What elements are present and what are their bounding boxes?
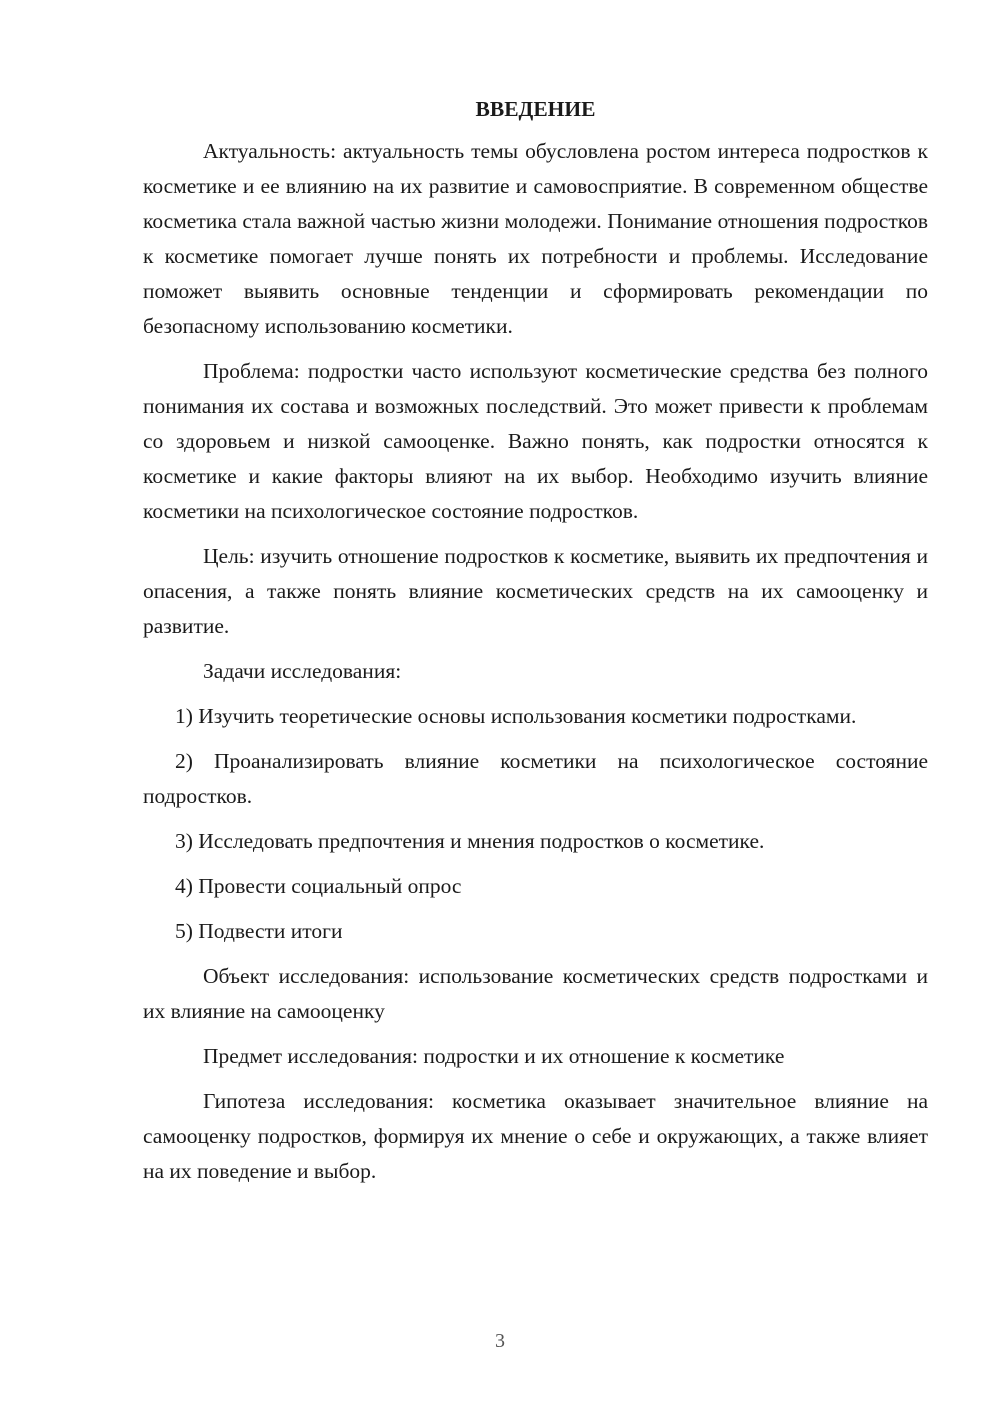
task-item: 1) Изучить теоретические основы использования косметики подростками. bbox=[175, 704, 857, 728]
page-number: 3 bbox=[495, 1330, 505, 1352]
relevance-paragraph: Актуальность: актуальность темы обусловлена ростом интереса подростков к косметике и ее влиянию на их развитие и самовосприятие. В современном обществе косметика стала важной частью жизни молодежи. Понимание отношения подростков к косметике помогает лучше понять их потребности и проблемы. Исследование поможет выявить основные тенденции и сформировать рекомендации по безопасному использованию косметики. bbox=[143, 139, 928, 338]
hypothesis-paragraph: Гипотеза исследования: косметика оказывает значительное влияние на самооценку подростков, формируя их мнение о себе и окружающих, а также влияет на их поведение и выбор. bbox=[143, 1089, 928, 1183]
research-subject-paragraph: Предмет исследования: подростки и их отношение к косметике bbox=[203, 1044, 785, 1068]
goal-paragraph: Цель: изучить отношение подростков к косметике, выявить их предпочтения и опасения, а также понять влияние косметических средств на их самооценку и развитие. bbox=[143, 544, 928, 638]
problem-paragraph: Проблема: подростки часто используют косметические средства без полного понимания их состава и возможных последствий. Это может привести к проблемам со здоровьем и низкой самооценке. Важно понять, как подростки относятся к косметике и какие факторы влияют на их выбор. Необходимо изучить влияние косметики на психологическое состояние подростков. bbox=[143, 359, 928, 523]
tasks-heading: Задачи исследования: bbox=[203, 659, 402, 683]
page-title: ВВЕДЕНИЕ bbox=[475, 97, 596, 121]
task-item: 2) Проанализировать влияние косметики на психологическое состояние подростков. bbox=[143, 749, 928, 808]
task-item: 4) Провести социальный опрос bbox=[175, 874, 462, 898]
task-item: 3) Исследовать предпочтения и мнения подростков о косметике. bbox=[175, 829, 765, 853]
task-item: 5) Подвести итоги bbox=[175, 919, 343, 943]
research-object-paragraph: Объект исследования: использование косметических средств подростками и их влияние на самооценку bbox=[143, 964, 928, 1023]
document-page bbox=[143, 92, 928, 1199]
